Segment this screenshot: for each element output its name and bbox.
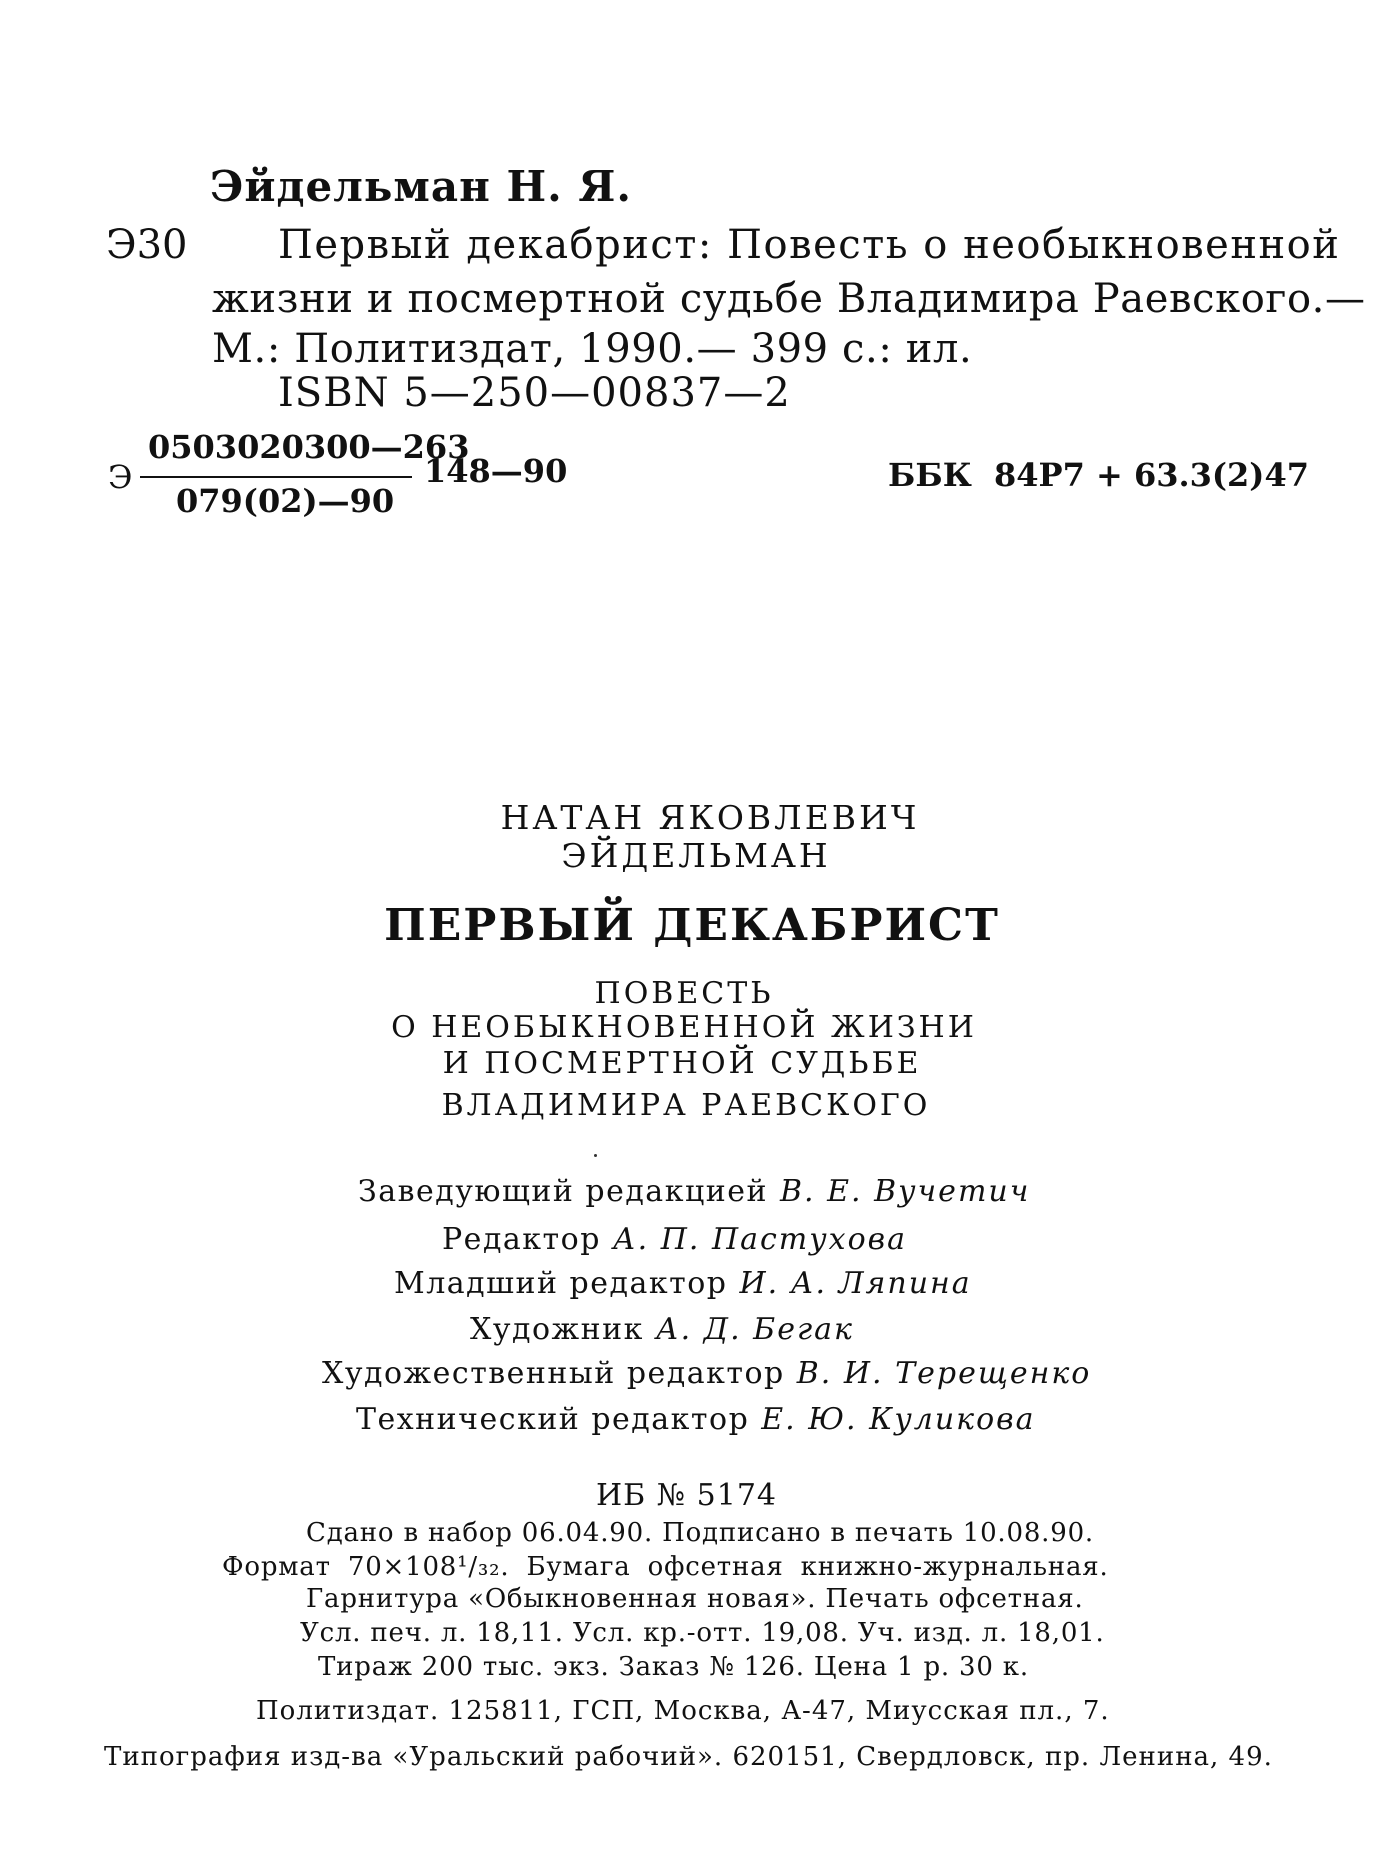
credit-role: Художник	[470, 1312, 644, 1347]
ib-number: ИБ № 5174	[596, 1478, 778, 1513]
subtitle-line: ПОВЕСТЬ	[594, 976, 774, 1011]
bbk-label: ББК	[888, 456, 972, 494]
credit-role: Технический редактор	[356, 1402, 750, 1437]
credit-line	[356, 1402, 1036, 1437]
imprint-line: Тираж 200 тыс. экз. Заказ № 126. Цена 1 р. 30 к.	[318, 1652, 1029, 1682]
catalog-author: Эйдельман Н. Я.	[210, 162, 633, 211]
imprint-line: Гарнитура «Обыкновенная новая». Печать офсетная.	[306, 1584, 1084, 1614]
separator-dot	[594, 1154, 597, 1157]
subtitle-line: И ПОСМЕРТНОЙ СУДЬБЕ	[442, 1046, 922, 1081]
printer-address: Типография изд-ва «Уральский рабочий». 620151, Свердловск, пр. Ленина, 49.	[104, 1742, 1273, 1772]
credit-line	[394, 1266, 972, 1301]
catalog-isbn: ISBN 5—250—00837—2	[278, 370, 791, 416]
catalog-code: Э30	[106, 222, 188, 268]
author-first-name: НАТАН ЯКОВЛЕВИЧ	[500, 798, 920, 837]
credit-line	[442, 1222, 907, 1257]
index-prefix: Э	[108, 458, 133, 496]
index-code: 148—90	[424, 452, 568, 490]
credit-line	[358, 1174, 1030, 1209]
catalog-line-1: Первый декабрист: Повесть о необыкновенной	[278, 222, 1341, 268]
subtitle-line: О НЕОБЫКНОВЕННОЙ ЖИЗНИ	[391, 1010, 977, 1045]
credit-name: В. Е. Вучетич	[779, 1174, 1031, 1209]
credit-name: А. Д. Бегак	[655, 1312, 854, 1347]
imprint-line: Формат 70×108¹/₃₂. Бумага офсетная книжно-журнальная.	[222, 1552, 1109, 1582]
credit-name: Е. Ю. Куликова	[761, 1402, 1036, 1437]
credit-role: Редактор	[442, 1222, 601, 1257]
credit-name: А. П. Пастухова	[612, 1222, 907, 1257]
subtitle-line: ВЛАДИМИРА РАЕВСКОГО	[441, 1088, 931, 1123]
publisher-address: Политиздат. 125811, ГСП, Москва, А-47, Миусская пл., 7.	[256, 1696, 1110, 1726]
index-denominator: 079(02)—90	[176, 482, 395, 520]
credit-role: Художественный редактор	[322, 1356, 785, 1391]
credit-role: Заведующий редакцией	[358, 1174, 768, 1209]
index-fraction-rule	[140, 476, 412, 478]
author-last-name: ЭЙДЕЛЬМАН	[561, 836, 831, 875]
imprint-line: Усл. печ. л. 18,11. Усл. кр.-отт. 19,08. Уч. изд. л. 18,01.	[300, 1618, 1105, 1648]
imprint-line: Сдано в набор 06.04.90. Подписано в печать 10.08.90.	[306, 1518, 1094, 1548]
bbk-value: 84Р7 + 63.3(2)47	[994, 456, 1309, 494]
credit-name: В. И. Терещенко	[796, 1356, 1092, 1391]
catalog-line-2: жизни и посмертной судьбе Владимира Раевского.—	[212, 276, 1366, 322]
credit-line	[322, 1356, 1091, 1391]
credit-role: Младший редактор	[394, 1266, 728, 1301]
credit-name: И. А. Ляпина	[739, 1266, 972, 1301]
credit-line	[470, 1312, 854, 1347]
book-title: ПЕРВЫЙ ДЕКАБРИСТ	[384, 900, 1000, 951]
catalog-line-3: М.: Политиздат, 1990.— 399 с.: ил.	[212, 326, 973, 372]
index-numerator: 0503020300—263	[148, 428, 470, 466]
